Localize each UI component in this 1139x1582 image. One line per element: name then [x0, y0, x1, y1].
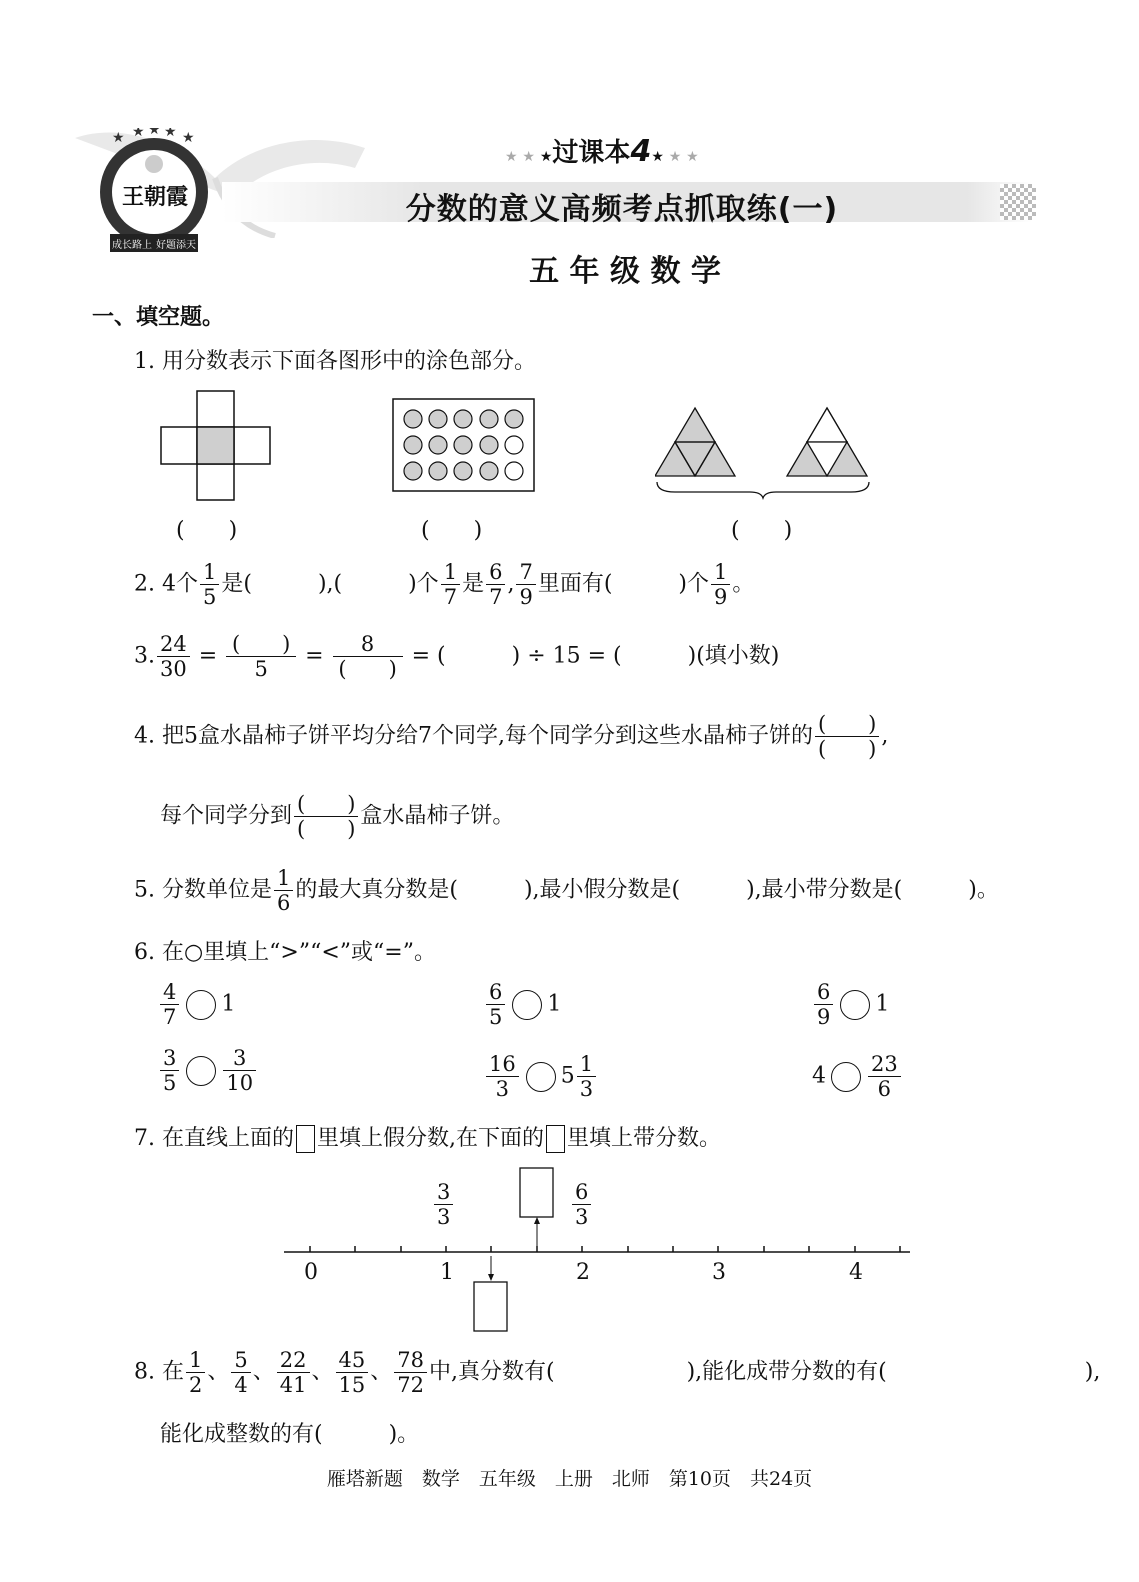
- compare-item: $\frac{16}{3}$ 5 $\frac{1}{3}$: [484, 1052, 598, 1101]
- star-icon: ★ ★: [505, 149, 540, 165]
- compare-item: $\frac{3}{5}$ $\frac{3}{10}$: [158, 1046, 258, 1095]
- figure-triangles: [655, 404, 875, 500]
- question-8-line2: 能化成整数的有( )。: [160, 1422, 420, 1447]
- upper-fraction: $\frac{6}{3}$: [570, 1180, 593, 1229]
- logo-motto-left: 成长路上: [112, 240, 152, 251]
- series-label: ★ ★ ★过课本4★ ★ ★: [505, 134, 699, 169]
- question-3: 3. $\frac{24}{30}$ = $\frac{( )}{5}$ = $\frac{8}{( )}$ = ( ) ÷ 15 = ( )(填小数): [134, 632, 780, 681]
- fraction-blank[interactable]: $\frac{( )}{( )}$: [815, 712, 879, 761]
- tick-label: 0: [304, 1260, 318, 1285]
- page-title: 分数的意义高频考点抓取练(一): [405, 192, 839, 227]
- fraction: $\frac{1}{7}$: [441, 560, 460, 609]
- page-footer: 雁塔新题 数学 五年级 上册 北师 第10页 共24页: [326, 1468, 813, 1490]
- compare-circle[interactable]: [512, 990, 542, 1020]
- figure-cross: [160, 390, 272, 502]
- tick-label: 1: [440, 1260, 454, 1285]
- answer-paren[interactable]: ( ): [421, 518, 483, 543]
- fraction-blank[interactable]: $\frac{8}{( )}$: [333, 632, 403, 681]
- answer-paren[interactable]: ( ): [176, 518, 238, 543]
- fraction-blank[interactable]: $\frac{( )}{5}$: [226, 632, 296, 681]
- star-icon: ★ ★: [663, 149, 699, 165]
- compare-item: $\frac{4}{7}$ 1: [158, 980, 235, 1029]
- compare-item: $\frac{6}{9}$ 1: [812, 980, 889, 1029]
- compare-circle[interactable]: [831, 1062, 861, 1092]
- number-line: [284, 1166, 914, 1336]
- logo-motto-right: 好题添天: [156, 240, 196, 251]
- logo-name: 王朝霞: [121, 184, 188, 210]
- svg-text:★: ★: [148, 128, 161, 138]
- question-5: 5. 分数单位是 $\frac{1}{6}$ 的最大真分数是( ),最小假分数是( ),最小带分数是( )。: [134, 866, 999, 915]
- fraction-blank[interactable]: $\frac{( )}{( )}$: [294, 792, 358, 841]
- star-icon: ★: [651, 149, 664, 165]
- compare-circle[interactable]: [526, 1062, 556, 1092]
- svg-text:★: ★: [182, 130, 195, 146]
- compare-circle[interactable]: [186, 990, 216, 1020]
- question-4: 4. 把5盒水晶柿子饼平均分给7个同学,每个同学分到这些水晶柿子饼的 $\frac{( )}{( )}$ ,: [134, 712, 889, 761]
- svg-text:★: ★: [164, 128, 177, 140]
- question-8: 8. 在 $\frac{1}{2}$ 、 $\frac{5}{4}$ 、 $\frac{22}{41}$ 、 $\frac{45}{15}$ 、 $\frac{78}{72}$ 中,真分数有( ),能化成带分数的有( ),: [134, 1348, 1101, 1397]
- svg-text:★: ★: [112, 130, 125, 146]
- subject-title: 五 年 级 数 学: [529, 254, 721, 289]
- svg-text:★: ★: [132, 128, 145, 140]
- fraction: $\frac{1}{5}$: [200, 560, 219, 609]
- square-icon: [296, 1125, 315, 1153]
- fraction: $\frac{7}{9}$: [516, 560, 535, 609]
- tick-label: 2: [576, 1260, 590, 1285]
- fraction: $\frac{1}{9}$: [711, 560, 730, 609]
- question-6: 6. 在○里填上“>”“<”或“=”。: [134, 940, 436, 965]
- tick-label: 4: [849, 1260, 863, 1285]
- star-icon: ★: [539, 149, 553, 165]
- fraction: $\frac{24}{30}$: [157, 632, 190, 681]
- tick-label: 3: [712, 1260, 726, 1285]
- compare-item: $\frac{6}{5}$ 1: [484, 980, 561, 1029]
- compare-circle[interactable]: [186, 1056, 216, 1086]
- compare-item: 4 $\frac{23}{6}$: [812, 1052, 903, 1101]
- question-2: 2. 4个 $\frac{1}{5}$ 是( ),( )个 $\frac{1}{7}$ 是 $\frac{6}{7}$ , $\frac{7}{9}$ 里面有( )个 $\frac{1}{9}$ 。: [134, 560, 755, 609]
- section-heading: 一、填空题。: [92, 305, 225, 330]
- fraction: $\frac{1}{6}$: [274, 866, 293, 915]
- compare-circle[interactable]: [840, 990, 870, 1020]
- fraction: $\frac{6}{7}$: [486, 560, 505, 609]
- question-7: 7. 在直线上面的 里填上假分数,在下面的 里填上带分数。: [134, 1126, 721, 1151]
- question-1: 1. 用分数表示下面各图形中的涂色部分。: [134, 349, 537, 374]
- upper-fraction: $\frac{3}{3}$: [432, 1180, 455, 1229]
- question-4-line2: 每个同学分到 $\frac{( )}{( )}$ 盒水晶柿子饼。: [160, 792, 515, 841]
- answer-paren[interactable]: ( ): [731, 518, 793, 543]
- number-line-graphic: [284, 1166, 914, 1336]
- square-icon: [546, 1125, 565, 1153]
- figure-dot-grid: [392, 398, 536, 494]
- brand-logo: [98, 128, 210, 256]
